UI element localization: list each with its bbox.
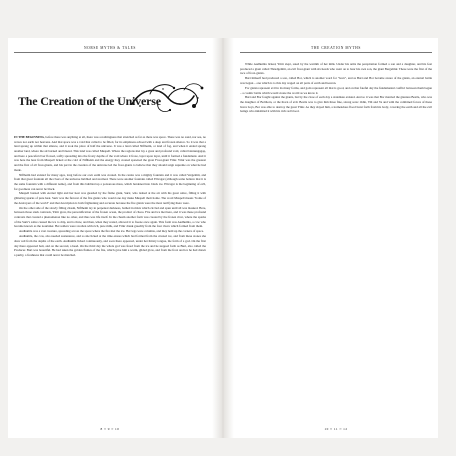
folio-right: 10 ≈ 11 ≈ 12 — [324, 427, 348, 431]
lead-in: IN THE BEGINNING — [14, 135, 44, 139]
paragraph: On the other side of the slowly filling chasm, Niflheim lay in perpetual darkness, bathed in mists which circled and spun until all was masked. Here, between those stark contrasts, Ymir grew, the personification of the frozen ocean, the product of chaos. Fire and ice met here, and it was these profound contrasts that created a phenomenon like no other, and thus was life itself. In the chasm another form was created by the frozen river, where the sparks of the Surtr's sabre caused the ice to drip, and to thaw, and then, when they rested, allowed it to freeze once again. This form was Audhumla, a cow who became known as the nourisher. Her udders were swollen with rich, pure milk, and Ymir drank greedily from the four rivers which formed from them. — [14, 205, 206, 229]
paragraph: Niflheim had existed for many ages, long before our own earth was created. In the centre was a mighty fountain and it was called Vergelmir, and from that great fountain all the rivers of the universe bubbled and stormed. There were another fountain called Elivagar (although some believe that it is the same fountain with a different name), and from this bubbled up a poisonous mass, which hardened into black ice. Elivagar is the beginning of evil, for goodness can never be black. — [14, 172, 206, 191]
folio-left: 8 ≈ 9 ≈ 10 — [100, 427, 120, 431]
body-text-left — [14, 135, 206, 258]
left-page — [8, 38, 212, 438]
chapter-title: The Creation of the Universe — [18, 94, 161, 108]
body-text-right — [240, 62, 432, 114]
paragraph: Muspell burned with eternal light and her heat was guarded by the flame giant, Surtr, who lashed at the air with his great sabre, filling it with glittering sparks of pure heat. Surtr was the fiercest of the fire giants who would one day make Muspell their home. The word Muspell means "home of the destroyers of the world" and that description is both frightening and accurate because the fire giants were the most terrifying there were. — [14, 191, 206, 205]
right-page — [234, 38, 438, 438]
running-head-right: THE CREATION MYTHS — [240, 46, 432, 53]
paragraph: Audhumla, the cow, also needed sustenance, and so she licked at the rime-stones which had formed from the crusted ice, and from these stones she drew salt from the depths of the earth. Audhumla licked continuously, and soon there appeared, under her thirsty tongue, the form of a god. On the first day there appeared hair, and on the second, a head. On the third day the whole god was freed from the ice and he stepped forth as Buri, also called the Producer. Buri was beautiful. He had taken the golden flames of the fire, which gave him a warm, gilded glow, and from the frost and ice he had drawn a purity, a freshness that could never be matched. — [14, 234, 206, 257]
paragraph: Buri and Bor fought against the giants, but by the close of each day a stalemate existed. And so it was that Bor married the giantess Bestla, who was the daughter of Bolthorn, or the thorn of evil. Bestla was to give him three fine, strong sons: Odin, Vili and Ve and with the combined forces of these brave boys, Bor was able to destroy the great Ymir. As they slayed him, a tremendous flood burst forth from his body, covering the earth and all the evil beings who inhabited it with his rich red blood. — [240, 95, 432, 114]
opening-paragraph-text: , before there was anything at all, there was a nothingness that stretched as far as there was space. There was no sand, nor sea, no waves nor earth nor heavens. And that space was a void that called to be filled, for its emptiness echoed with a deep and frozen silence. So it was that a land sprang up within that silence, and it took the place of half the universe. It was a land called Niflheim, or land of fog, and when it ended sprang another land, where the air burned and blazed. This land was called Muspell. Where the regions met lay a great and profound void, called Ginnungagap, and here a peaceful river flowed, softly spreading into the frosty depths of the void where it froze, layer upon layer, until it formed a fundament. And it was here the heat from Muspell licked at the cold of Niflheim and the energy they created spawned the great Frost-giant Ymir. Ymir was the greatest and the first of all frost-giants, and his part in the creation of the universe led the frost-giants to believe that they should reign supreme on what he had made. — [14, 135, 206, 172]
paragraph: Buri himself had produced a son, called Bor, which is another word for "born", and as Buri and Bor became aware of the giants, an eternal battle was begun – one which is to this day waged on all parts of earth and heaven. — [240, 76, 432, 85]
paragraph: While Audhumla licked, Ymir slept, sated by the warmth of her milk. Under his arms the perspiration formed a son and a daughter, and his feet produced a giant called Thrudgelmir, an evil frost-giant with six heads who went on to bear his own son, the giant Bergelmir. These were the first of the race of frost-giants. — [240, 62, 432, 76]
paragraph: For giants represent evil in its many forms, and gods represent all that is good, and on that fateful day the fundamental conflict between them began – a cosmic battle which would create the world as we know it. — [240, 85, 432, 95]
paragraph: Audhumla was a vast creature, spreading across the space where the fire met the ice. Her legs were columns, and they held up the corners of space. — [19, 229, 204, 234]
book-gutter — [212, 38, 234, 438]
opening-paragraph — [14, 135, 206, 172]
running-head-left: NORSE MYTHS & TALES — [14, 46, 206, 53]
